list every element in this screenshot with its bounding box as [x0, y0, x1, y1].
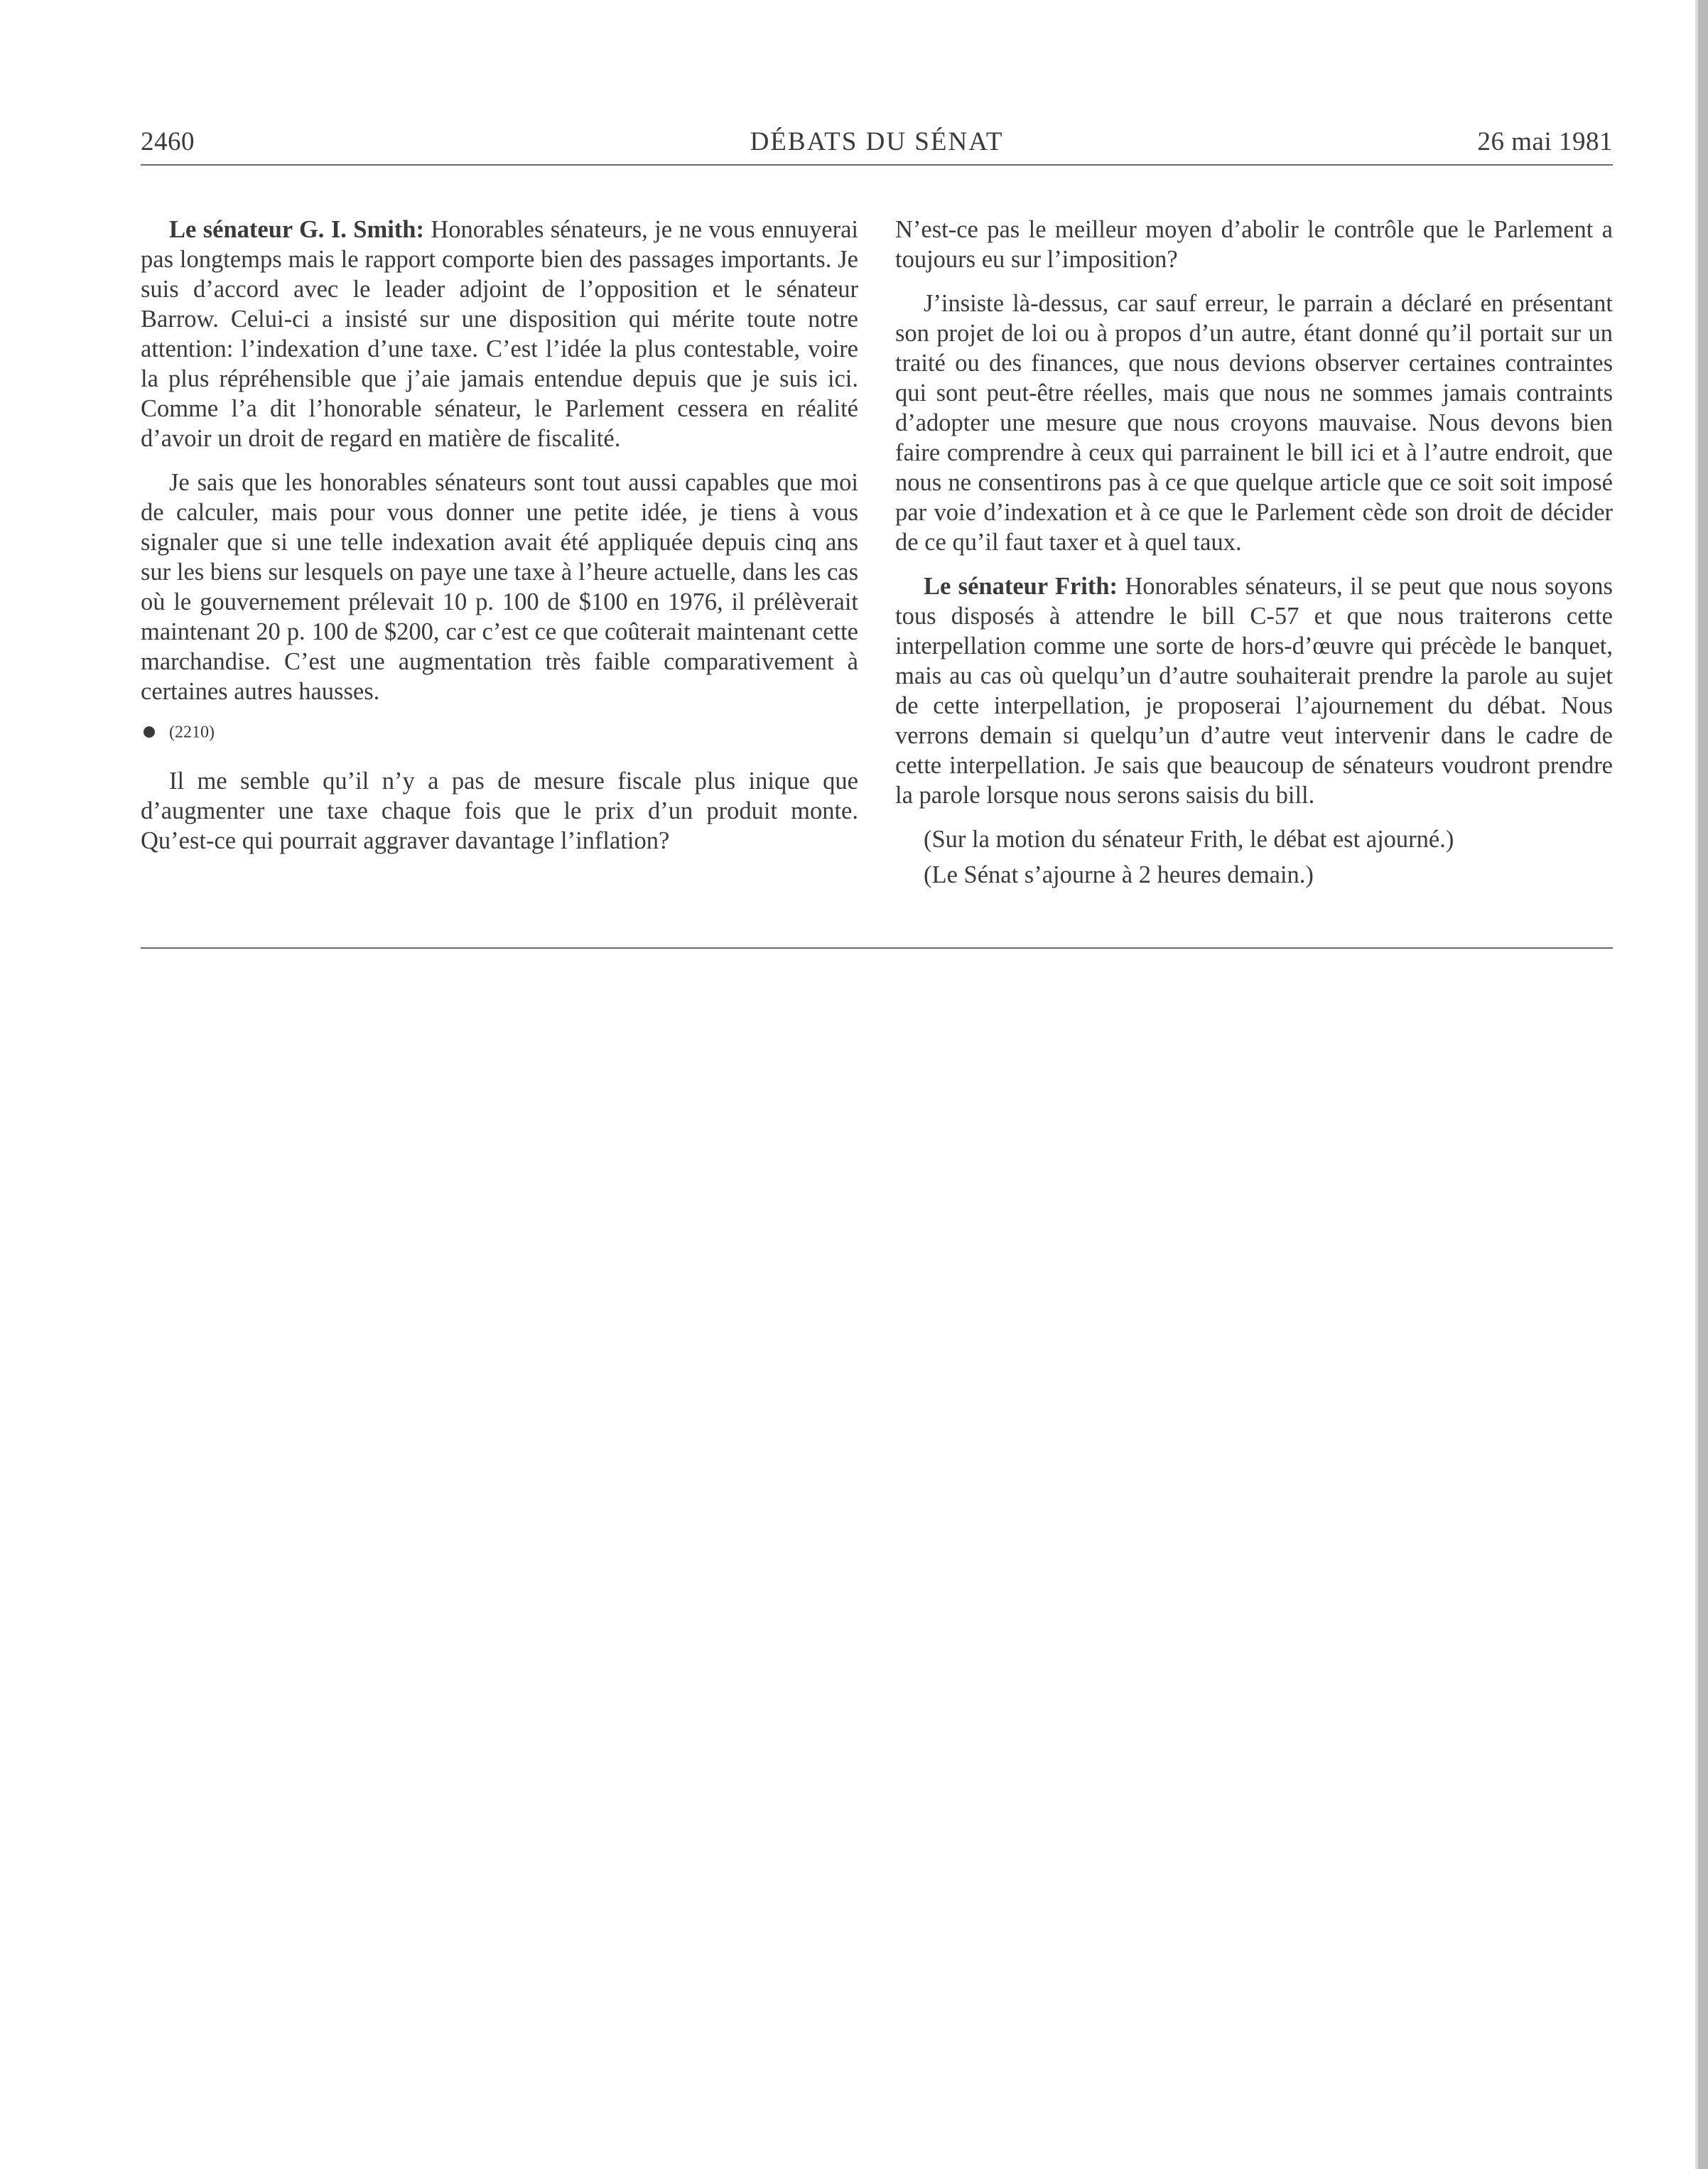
procedural-note-motion: (Sur la motion du sénateur Frith, le débat est ajourné.)	[924, 826, 1454, 853]
publication-date: 26 mai 1981	[1477, 127, 1613, 156]
page-header	[141, 127, 1613, 163]
procedural-note-adjournment: (Le Sénat s’ajourne à 2 heures demain.)	[924, 861, 1314, 888]
right-column	[895, 215, 1613, 904]
header-rule	[141, 164, 1613, 166]
bullet-dot-icon	[144, 726, 155, 738]
speaker-name: Le sénateur Frith:	[924, 573, 1118, 600]
left-column	[141, 215, 858, 870]
time-marker	[141, 721, 858, 742]
paragraph-inflation: Il me semble qu’il n’y a pas de mesure fiscale plus inique que d’augmenter une taxe chaque fois que le prix d’un produit monte. Qu’est-ce qui pourrait aggraver davantage l’inflation?	[141, 768, 858, 854]
paragraph-continuation: N’est-ce pas le meilleur moyen d’abolir le contrôle que le Parlement a toujours eu sur l’imposition?	[895, 216, 1613, 273]
speaker-name: Le sénateur G. I. Smith:	[169, 216, 424, 243]
scan-edge	[1698, 0, 1708, 2169]
paragraph-text: Honorables sénateurs, je ne vous ennuyerai pas longtemps mais le rapport comporte bien des passages importants. Je suis d’accord avec le leader adjoint de l’opposition et le sénateur Barrow. Celui-ci a insisté sur une disposition qui mérite toute notre attention: l’indexation d’une taxe. C’est l’idée la plus contestable, voire la plus répréhensible que j’aie jamais entendue depuis que je suis ici. Comme l’a dit l’honorable sénateur, le Parlement cessera en réalité d’avoir un droit de regard en matière de fiscalité.	[141, 216, 858, 452]
paragraph-indexation-example: Je sais que les honorables sénateurs sont tout aussi capables que moi de calculer, mais pour vous donner une petite idée, je tiens à vous signaler que si une telle indexation avait été appliquée depuis cinq ans sur les biens sur lesquels on paye une taxe à l’heure actuelle, dans les cas où le gouvernement prélevait 10 p. 100 de $100 en 1976, il prélèverait maintenant 20 p. 100 de $200, car c’est ce que coûterait maintenant cette marchandise. C’est une augmentation très faible comparativement à certaines autres hausses.	[141, 469, 858, 705]
paragraph-sponsor: J’insiste là-dessus, car sauf erreur, le parrain a déclaré en présentant son projet de loi ou à propos d’un autre, étant donné qu’il portait sur un traité ou des finances, que nous devions observer certaines contraintes qui sont peut-être réelles, mais que nous ne sommes jamais contraints d’adopter une mesure que nous croyons mauvaise. Nous devons bien faire comprendre à ceux qui parrainent le bill ici et à l’autre endroit, que nous ne consentirons pas à ce que quelque article que ce soit soit imposé par voie d’indexation et à ce que le Parlement cède son droit de décider de ce qu’il faut taxer et à quel taux.	[895, 290, 1613, 556]
paragraph-text: Honorables sénateurs, il se peut que nous soyons tous disposés à attendre le bill C-57 et que nous traiterons cette interpellation comme une sorte de hors-d’œuvre qui précède le banquet, mais au cas où quelqu’un d’autre souhaiterait prendre la parole au sujet de cette interpellation, je proposerai l’ajournement du débat. Nous verrons demain si quelqu’un d’autre veut intervenir dans le cadre de cette interpellation. Je sais que beaucoup de sénateurs voudront prendre la parole lorsque nous serons saisis du bill.	[895, 573, 1613, 809]
paragraph-smith-speech	[141, 215, 858, 453]
publication-title: DÉBATS DU SÉNAT	[750, 127, 1004, 156]
footer-rule	[141, 947, 1613, 949]
paragraph-frith-speech	[895, 571, 1613, 810]
time-marker-code: (2210)	[169, 723, 215, 742]
page-number: 2460	[141, 127, 195, 156]
